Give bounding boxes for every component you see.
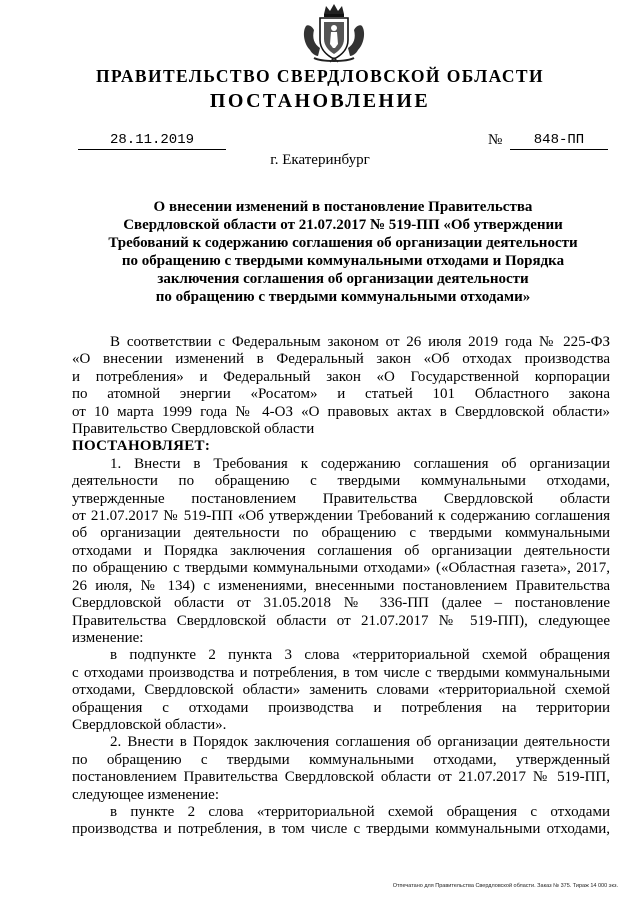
text-line: В соответствии с Федеральным законом от 26 июля 2019 года № 225-ФЗ bbox=[110, 334, 610, 350]
title-line: Требований к содержанию соглашения об организации деятельности bbox=[108, 235, 578, 251]
title-line: по обращению с твердыми коммунальными отходами» bbox=[155, 289, 531, 305]
text-line: «О внесении изменений в Федеральный закон «Об отходах производства bbox=[72, 351, 610, 368]
text-line: следующее изменение: bbox=[72, 786, 220, 803]
body-paragraph bbox=[72, 734, 610, 804]
text-line: производства и потребления, в том числе с твердыми коммунальными отходами, bbox=[72, 821, 610, 838]
text-line: утвержденные постановлением Правительства Свердловской области bbox=[72, 490, 610, 507]
text-line: изменение: bbox=[72, 629, 144, 646]
text-line: обращения с отходами производства и потребления на территории bbox=[72, 699, 610, 716]
text-line: в подпункте 2 пункта 3 слова «территориальной схемой обращения bbox=[110, 647, 610, 664]
text-line: 1. Внести в Требования к содержанию соглашения об организации bbox=[110, 455, 610, 472]
text-line: об организации деятельности по обращению с твердыми коммунальными bbox=[72, 525, 610, 542]
text-line: Свердловской области». bbox=[72, 716, 227, 733]
body-paragraph bbox=[72, 647, 610, 734]
print-footer: Отпечатано для Правительства Свердловской области. Заказ № 375. Тираж 14 000 экз. bbox=[392, 883, 618, 889]
coat-of-arms-icon bbox=[300, 4, 368, 64]
city-name: г. Екатеринбург bbox=[270, 152, 370, 168]
resolution-word bbox=[72, 438, 610, 455]
body-paragraph bbox=[72, 804, 610, 839]
title-line: по обращению с твердыми коммунальными отходами и Порядка bbox=[121, 253, 565, 269]
text-line: Свердловской области от 31.05.2018 № 336-ПП (далее – постановление bbox=[72, 595, 610, 612]
text-line: 2. Внести в Порядок заключения соглашения об организации деятельности bbox=[110, 734, 610, 751]
text-line: с отходами производства и потребления, в том числе с твердыми коммунальными bbox=[72, 664, 610, 681]
body-paragraph bbox=[72, 456, 610, 647]
text-line: от 21.07.2017 № 519-ПП «Об утверждении Требований к содержанию соглашения bbox=[72, 508, 610, 525]
text-line: отходами и Порядка заключения соглашения об организации деятельности bbox=[72, 542, 610, 559]
text-line: от 10 марта 1999 года № 4-ОЗ «О правовых актах в Свердловской области» bbox=[72, 403, 610, 420]
document-body bbox=[72, 334, 610, 839]
document-type: ПОСТАНОВЛЕНИЕ bbox=[209, 90, 431, 112]
number-sign: № bbox=[488, 132, 503, 148]
title-line: Свердловской области от 21.07.2017 № 519-ПП «Об утверждении bbox=[123, 217, 563, 233]
text-line: деятельности по обращению с твердыми коммунальными отходами, bbox=[72, 473, 610, 490]
title-line: заключения соглашения об организации деятельности bbox=[157, 271, 529, 287]
text-line: и потребления» и Федеральный закон «О Государственной корпорации bbox=[72, 368, 610, 385]
text-line: Правительство Свердловской области bbox=[72, 421, 315, 438]
text-line: ПОСТАНОВЛЯЕТ: bbox=[72, 438, 211, 455]
text-line: 26 июля, № 134) с изменениями, внесенными постановлением Правительства bbox=[72, 577, 610, 594]
text-line: постановлением Правительства Свердловской области от 21.07.2017 № 519-ПП, bbox=[72, 769, 610, 786]
document-title bbox=[78, 198, 608, 306]
text-line: Правительства Свердловской области от 21.07.2017 № 519-ПП), следующее bbox=[72, 612, 610, 629]
text-line: в пункте 2 слова «территориальной схемой обращения с отходами bbox=[110, 803, 610, 820]
government-name: ПРАВИТЕЛЬСТВО СВЕРДЛОВСКОЙ ОБЛАСТИ bbox=[96, 66, 544, 86]
document-number-block bbox=[488, 132, 608, 149]
text-line: по обращению с твердыми коммунальными отходами» («Областная газета», 2017, bbox=[72, 560, 610, 577]
document-date: 28.11.2019 bbox=[78, 132, 226, 150]
text-line: отходами, Свердловской области» заменить словами «территориальной схемой bbox=[72, 682, 610, 699]
text-line: по обращению с твердыми коммунальными отходами, утвержденный bbox=[72, 751, 610, 768]
body-paragraph bbox=[72, 334, 610, 438]
document-number: 848-ПП bbox=[510, 132, 608, 150]
title-line: О внесении изменений в постановление Правительства bbox=[153, 199, 533, 215]
text-line: по атомной энергии «Росатом» и статьей 101 Областного закона bbox=[72, 386, 610, 403]
